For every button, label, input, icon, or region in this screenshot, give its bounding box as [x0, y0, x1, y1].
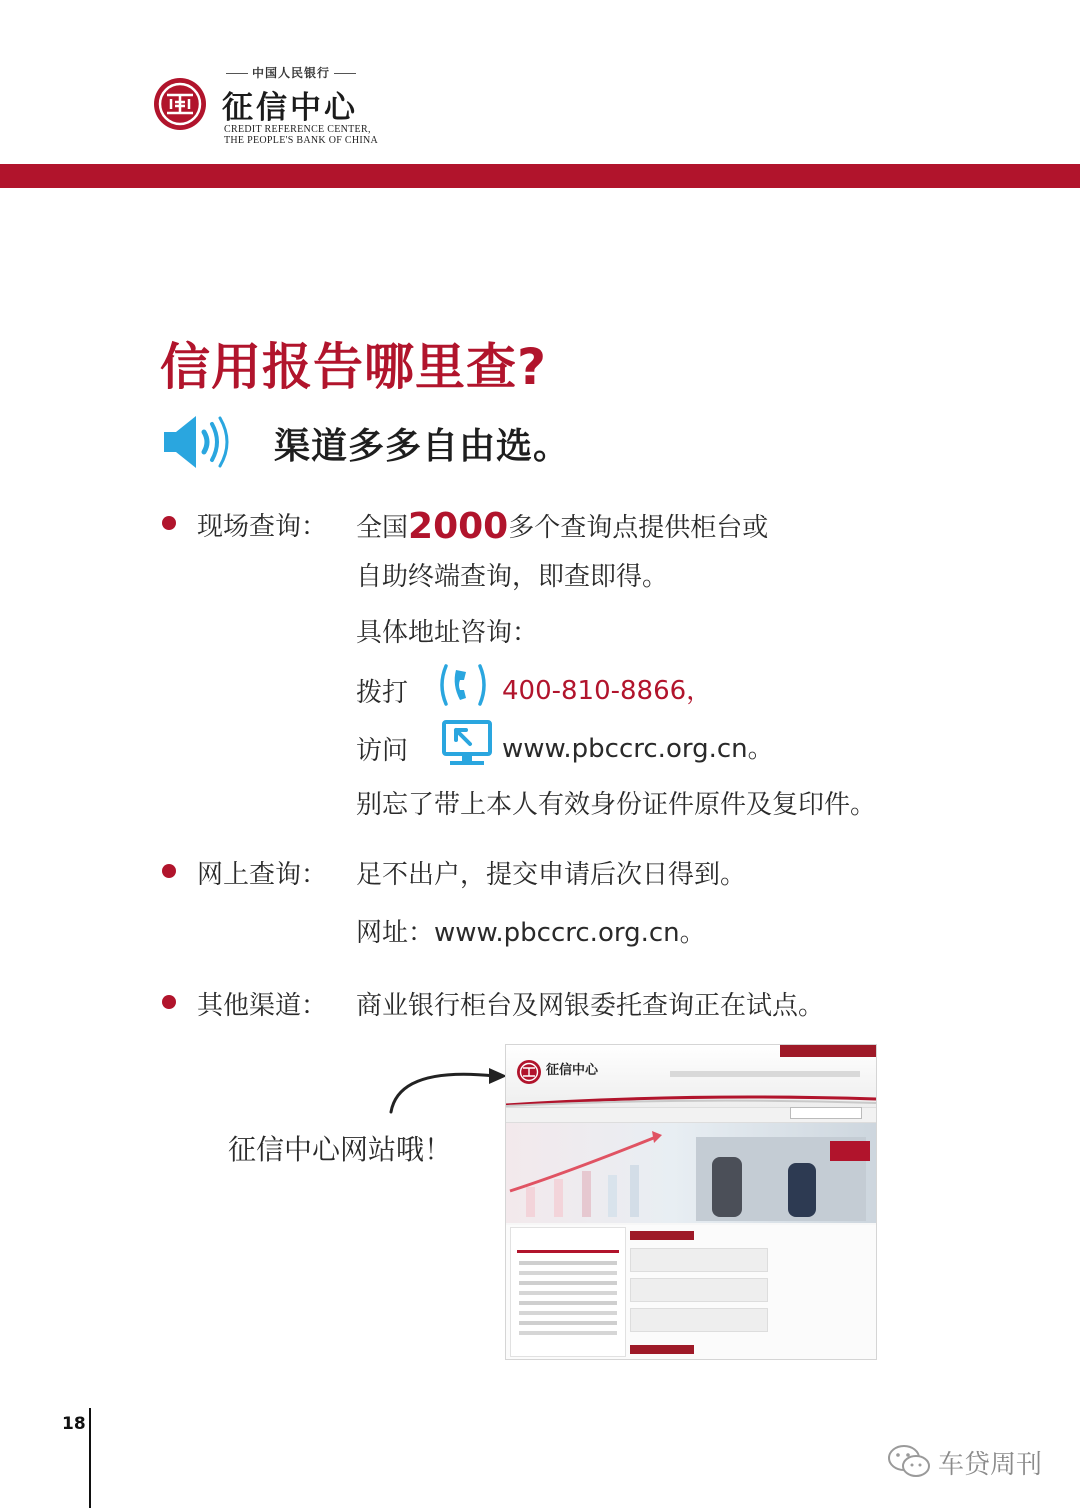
watermark-brand: 车贷周刊: [938, 1450, 1043, 1480]
shot-banner-graphic: [506, 1123, 876, 1223]
shot-search-box: [790, 1107, 862, 1119]
shot-row: [630, 1308, 768, 1332]
header-band: [0, 164, 1080, 188]
bullet-onsite: [162, 516, 176, 530]
subtitle: 渠道多多自由选。: [274, 426, 571, 467]
website-screenshot: [505, 1044, 877, 1360]
onsite-line3: 具体地址咨询：: [356, 618, 539, 648]
shot-service-list: [510, 1227, 626, 1357]
online-line2: 网址：www.pbccrc.org.cn。: [356, 918, 706, 948]
shot-row: [630, 1278, 768, 1302]
other-line1: 商业银行柜台及网银委托查询正在试点。: [356, 991, 825, 1021]
query-point-count: 2000: [408, 506, 509, 547]
onsite-line1: 全国2000多个查询点提供柜台或: [356, 506, 769, 547]
bullet-online: [162, 864, 176, 878]
page-margin-line: [89, 1408, 91, 1508]
org-english-line1: CREDIT REFERENCE CENTER,: [224, 124, 371, 135]
wechat-icon: [886, 1442, 932, 1480]
shot-core-tab: [630, 1231, 694, 1240]
reminder-text: 别忘了带上本人有效身份证件原件及复印件。: [356, 790, 877, 820]
onsite-line2: 自助终端查询，即查即得。: [356, 562, 669, 592]
website-text: www.pbccrc.org.cn。: [502, 734, 774, 764]
online-label: 网上查询：: [197, 860, 328, 890]
org-name: 征信中心: [222, 90, 358, 126]
online-line1: 足不出户，提交申请后次日得到。: [356, 860, 747, 890]
shot-logo-icon: [516, 1059, 542, 1085]
other-label: 其他渠道：: [197, 991, 328, 1021]
shot-site-name: 征信中心: [546, 1063, 599, 1078]
bullet-other: [162, 995, 176, 1009]
org-top-label: 中国人民银行: [222, 64, 360, 81]
speaker-icon: [160, 410, 236, 474]
page-title: 信用报告哪里查?: [160, 338, 548, 396]
shot-slogan-bar: [670, 1071, 860, 1077]
visit-label: 访问: [356, 736, 409, 766]
shot-row: [630, 1248, 768, 1272]
phone-icon: [436, 660, 490, 710]
computer-icon: [440, 718, 494, 768]
onsite-label: 现场查询：: [197, 512, 328, 542]
arrow-icon: [385, 1056, 515, 1118]
figure-caption: 征信中心网站哦！: [228, 1133, 453, 1166]
hotline-number: 400-810-8866，: [502, 676, 713, 706]
shot-topbar: [780, 1045, 876, 1057]
shot-core-business: [630, 1231, 766, 1351]
call-label: 拨打: [356, 678, 409, 708]
shot-bottom-tab: [630, 1345, 694, 1354]
credit-center-logo-icon: [152, 76, 208, 132]
page-number: 18: [62, 1414, 86, 1434]
shot-swoosh: [506, 1093, 876, 1107]
shot-banner: [506, 1123, 876, 1223]
org-english-line2: THE PEOPLE'S BANK OF CHINA: [224, 135, 379, 146]
